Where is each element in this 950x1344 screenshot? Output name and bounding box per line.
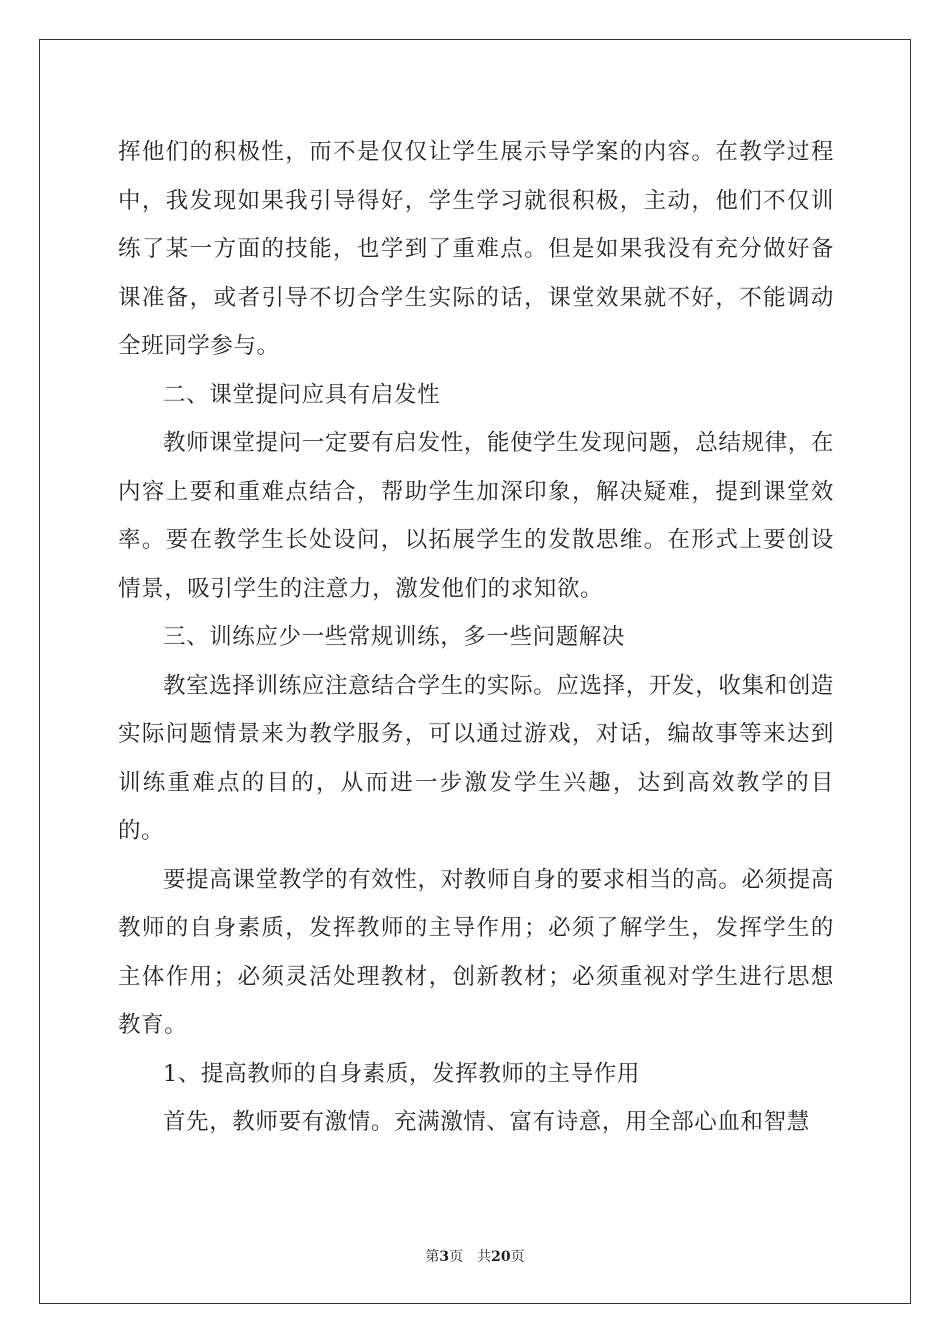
page-suffix: 页: [449, 1249, 464, 1265]
body-paragraph-6: 要提高课堂教学的有效性，对教师自身的要求相当的高。必须提高教师的自身素质，发挥教师的主导作用；必须了解学生，发挥学生的主体作用；必须灵活处理教材，创新教材；必须重视对学生进行思想教育。: [118, 866, 834, 1038]
body-paragraph-3: 教师课堂提问一定要有启发性，能使学生发现问题，总结规律，在内容上要和重难点结合，帮助学生加深印象，解决疑难，提到课堂效率。要在教学生长处设问，以拓展学生的发散思维。在形式上要创设情景，吸引学生的注意力，激发他们的求知欲。: [118, 430, 834, 602]
body-paragraph-5: 教室选择训练应注意结合学生的实际。应选择，开发，收集和创造实际问题情景来为教学服务，可以通过游戏，对话，编故事等来达到训练重难点的目的，从而进一步激发学生兴趣，达到高效教学的目的。: [118, 672, 834, 844]
total-pages: 20: [491, 1249, 511, 1265]
page-prefix: 第: [425, 1249, 440, 1265]
page-number: 3: [439, 1249, 450, 1265]
subsection-heading-1: 1、提高教师的自身素质，发挥教师的主导作用: [163, 1060, 640, 1087]
document-body: [118, 128, 834, 1147]
section-heading-2: 二、课堂提问应具有启发性: [163, 381, 441, 408]
total-suffix: 页: [510, 1249, 525, 1265]
total-prefix: 共: [477, 1249, 492, 1265]
page-footer: [0, 1247, 950, 1267]
body-paragraph-1: 挥他们的积极性，而不是仅仅让学生展示导学案的内容。在教学过程中，我发现如果我引导得好，学生学习就很积极，主动，他们不仅训练了某一方面的技能，也学到了重难点。但是如果我没有充分做好备课准备，或者引导不切合学生实际的话，课堂效果就不好，不能调动全班同学参与。: [118, 139, 834, 359]
section-heading-3: 三、训练应少一些常规训练，多一些问题解决: [163, 624, 626, 650]
body-paragraph-8: 首先，教师要有激情。充满激情、富有诗意，用全部心血和智慧: [163, 1109, 810, 1135]
